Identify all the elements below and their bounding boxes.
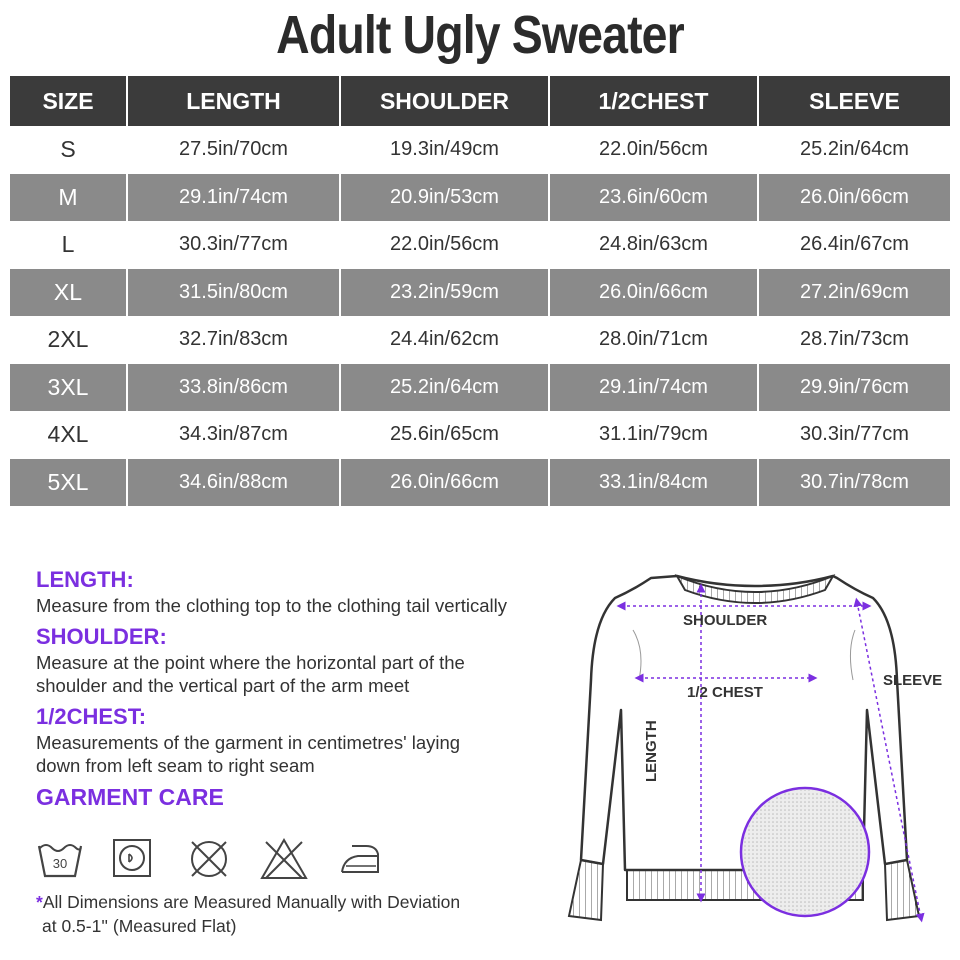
chest-cell: 33.1in/84cm <box>550 458 759 506</box>
no-bleach-icon <box>258 836 310 882</box>
note-line <box>36 890 556 914</box>
sleeve-cell: 26.4in/67cm <box>759 221 950 268</box>
length-cell: 34.6in/88cm <box>128 458 341 506</box>
sleeve-cell: 29.9in/76cm <box>759 363 950 411</box>
shoulder-description-line: shoulder and the vertical part of the arm meet <box>36 675 410 696</box>
chest-cell: 28.0in/71cm <box>550 316 759 363</box>
svg-text:30: 30 <box>52 856 68 871</box>
size-cell: 5XL <box>10 458 128 506</box>
measurement-note <box>36 890 556 938</box>
measurement-definitions <box>36 566 596 811</box>
table-row <box>10 363 950 411</box>
note-line: at 0.5-1'' (Measured Flat) <box>42 916 237 936</box>
note-text: All Dimensions are Measured Manually with Deviation <box>42 892 461 912</box>
length-cell: 33.8in/86cm <box>128 363 341 411</box>
shoulder-cell: 23.2in/59cm <box>341 268 550 316</box>
sleeve-cell: 27.2in/69cm <box>759 268 950 316</box>
wash-30-icon <box>36 836 84 880</box>
shoulder-description <box>36 651 596 697</box>
sleeve-cell: 26.0in/66cm <box>759 173 950 221</box>
header-sleeve: SLEEVE <box>759 76 950 126</box>
shoulder-cell: 26.0in/66cm <box>341 458 550 506</box>
size-cell: S <box>10 126 128 173</box>
table-row <box>10 126 950 173</box>
chest-label: 1/2 CHEST <box>687 684 763 701</box>
chest-cell: 29.1in/74cm <box>550 363 759 411</box>
note-star: * <box>36 892 43 912</box>
length-cell: 27.5in/70cm <box>128 126 341 173</box>
size-cell: L <box>10 221 128 268</box>
header-half-chest: 1/2CHEST <box>550 76 759 126</box>
chest-cell: 31.1in/79cm <box>550 411 759 458</box>
table-row <box>10 221 950 268</box>
table-row <box>10 268 950 316</box>
length-cell: 31.5in/80cm <box>128 268 341 316</box>
table-row <box>10 173 950 221</box>
chest-cell: 24.8in/63cm <box>550 221 759 268</box>
shoulder-heading: SHOULDER: <box>36 624 167 649</box>
low-iron-icon <box>336 836 384 880</box>
table-header-row <box>10 76 950 126</box>
size-table <box>10 76 950 506</box>
shoulder-cell: 25.6in/65cm <box>341 411 550 458</box>
length-cell: 30.3in/77cm <box>128 221 341 268</box>
size-cell: 4XL <box>10 411 128 458</box>
shoulder-cell: 22.0in/56cm <box>341 221 550 268</box>
table-row <box>10 458 950 506</box>
size-cell: 2XL <box>10 316 128 363</box>
chest-description <box>36 731 596 777</box>
chest-description-line: Measurements of the garment in centimetres' laying <box>36 732 461 753</box>
shoulder-description-line: Measure at the point where the horizontal part of the <box>36 652 465 673</box>
chest-cell: 23.6in/60cm <box>550 173 759 221</box>
length-cell: 34.3in/87cm <box>128 411 341 458</box>
shoulder-cell: 19.3in/49cm <box>341 126 550 173</box>
shoulder-cell: 24.4in/62cm <box>341 316 550 363</box>
length-description: Measure from the clothing top to the clothing tail vertically <box>36 595 507 616</box>
sleeve-cell: 30.7in/78cm <box>759 458 950 506</box>
sleeve-cell: 28.7in/73cm <box>759 316 950 363</box>
table-row <box>10 316 950 363</box>
sleeve-label: SLEEVE <box>883 672 943 689</box>
length-heading: LENGTH: <box>36 567 134 592</box>
header-length: LENGTH <box>128 76 341 126</box>
size-cell: XL <box>10 268 128 316</box>
sleeve-cell: 30.3in/77cm <box>759 411 950 458</box>
chest-heading: 1/2CHEST: <box>36 704 147 729</box>
size-cell: M <box>10 173 128 221</box>
sleeve-cell: 25.2in/64cm <box>759 126 950 173</box>
care-icons <box>36 836 386 884</box>
header-size: SIZE <box>10 76 128 126</box>
shoulder-cell: 25.2in/64cm <box>341 363 550 411</box>
length-label: LENGTH <box>643 720 660 782</box>
chest-cell: 22.0in/56cm <box>550 126 759 173</box>
size-cell: 3XL <box>10 363 128 411</box>
shoulder-label: SHOULDER <box>683 612 768 629</box>
shoulder-cell: 20.9in/53cm <box>341 173 550 221</box>
chest-description-line: down from left seam to right seam <box>36 755 315 776</box>
table-row <box>10 411 950 458</box>
no-tumble-dry-icon <box>110 836 154 880</box>
header-shoulder: SHOULDER <box>341 76 550 126</box>
garment-care-heading: GARMENT CARE <box>36 784 224 810</box>
chest-cell: 26.0in/66cm <box>550 268 759 316</box>
page-title: Adult Ugly Sweater <box>276 5 684 65</box>
length-cell: 32.7in/83cm <box>128 316 341 363</box>
sweater-diagram <box>555 560 955 940</box>
no-dry-clean-icon <box>186 836 232 882</box>
length-cell: 29.1in/74cm <box>128 173 341 221</box>
